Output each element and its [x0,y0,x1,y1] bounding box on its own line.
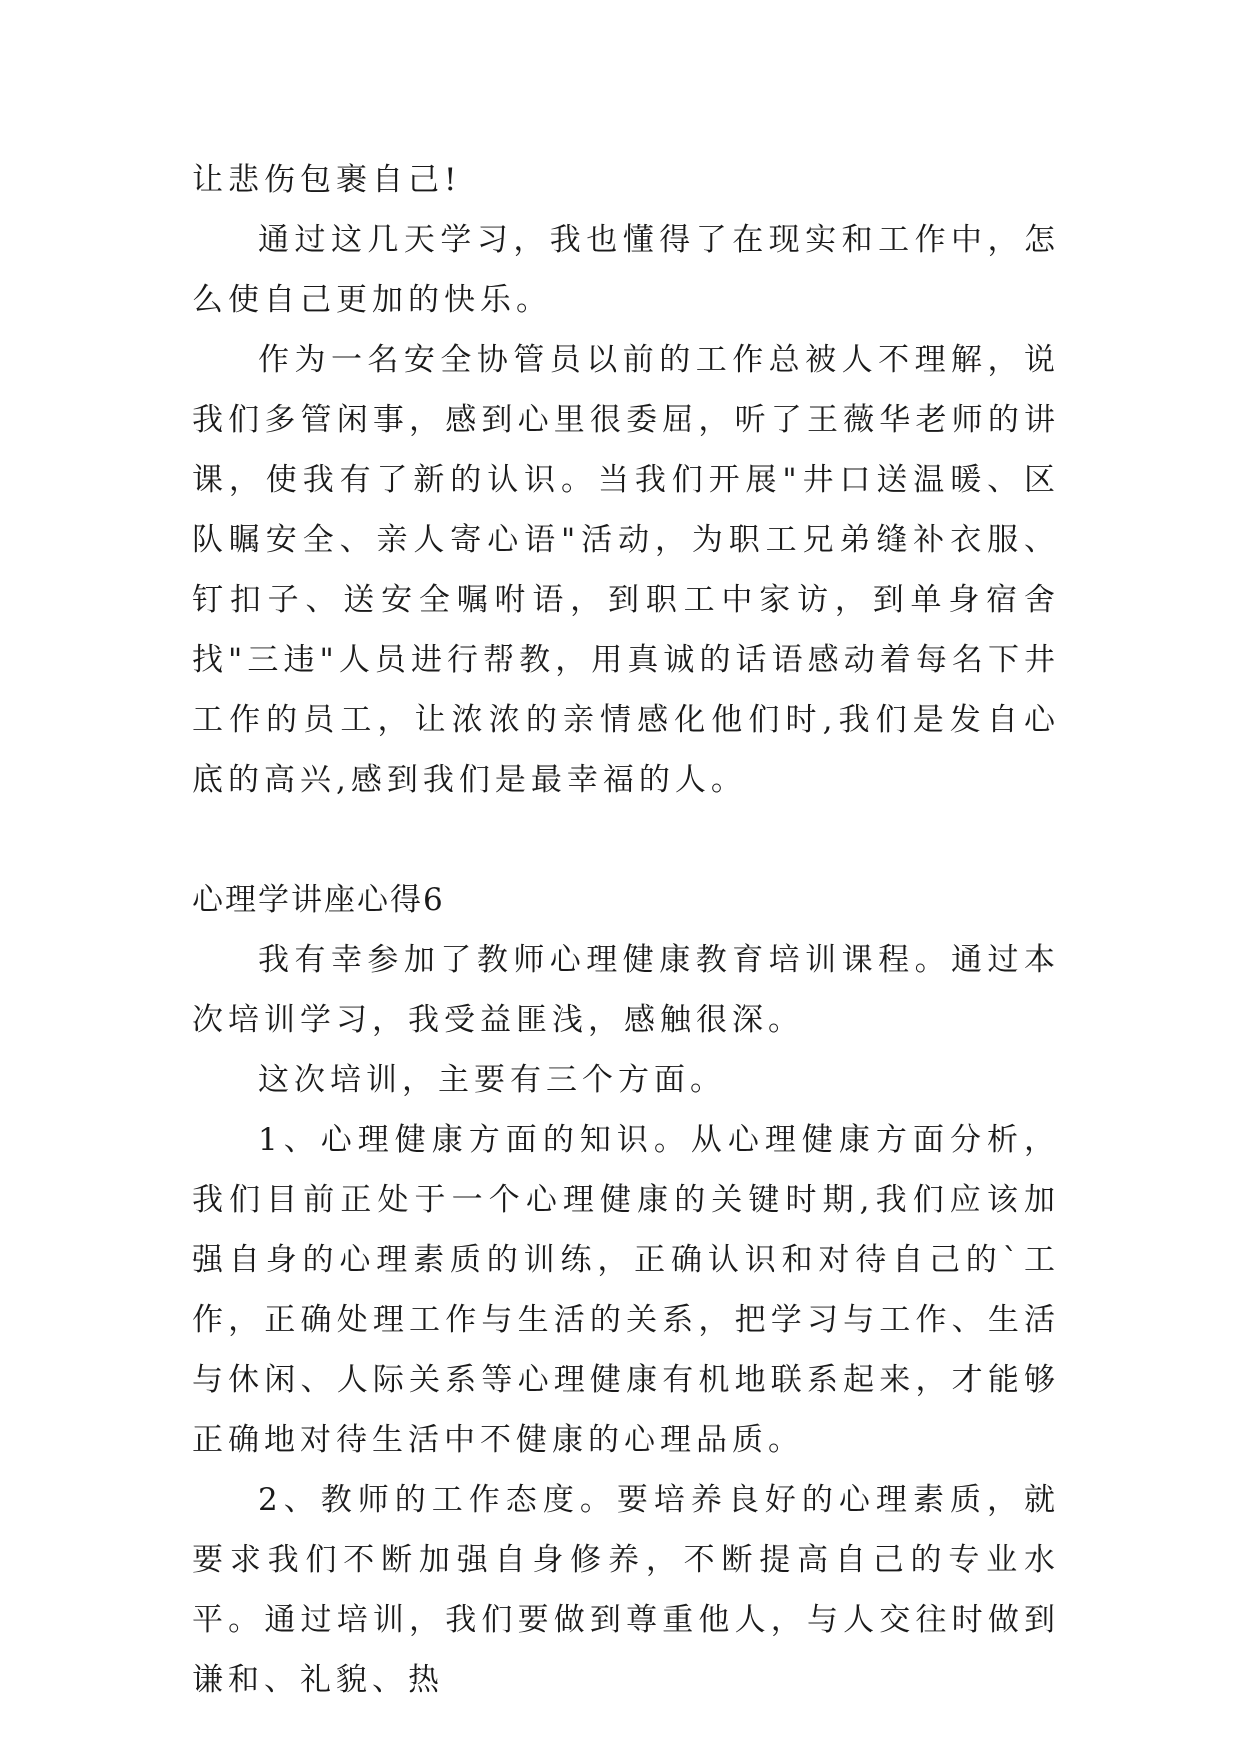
paragraph-study-reflection: 通过这几天学习，我也懂得了在现实和工作中，怎么使自己更加的快乐。 [192,222,1060,318]
section-title: 心理学讲座心得6 [192,882,445,918]
paragraph-point-1: 1、心理健康方面的知识。从心理健康方面分析，我们目前正处于一个心理健康的关键时期,我们应该加强自身的心理素质的训练，正确认识和对待自己的`工作，正确处理工作与生活的关系，把学习与工作、生活与休闲、人际关系等心理健康有机地联系起来，才能够正确地对待生活中不健康的心理品质。 [192,1122,1060,1458]
paragraph-point-2: 2、教师的工作态度。要培养良好的心理素质，就要求我们不断加强自身修养，不断提高自己的专业水平。通过培训，我们要做到尊重他人，与人交往时做到谦和、礼貌、热 [192,1482,1060,1698]
paragraph-training-intro: 我有幸参加了教师心理健康教育培训课程。通过本次培训学习，我受益匪浅，感触很深。 [192,942,1060,1038]
document-page [192,150,1060,1710]
paragraph-three-aspects: 这次培训，主要有三个方面。 [258,1062,726,1098]
paragraph-safety-coordinator: 作为一名安全协管员以前的工作总被人不理解，说我们多管闲事，感到心里很委屈，听了王薇华老师的讲课，使我有了新的认识。当我们开展"井口送温暖、区队瞩安全、亲人寄心语"活动，为职工兄弟缝补衣服、钉扣子、送安全嘱咐语，到职工中家访，到单身宿舍找"三违"人员进行帮教，用真诚的话语感动着每名下井工作的员工，让浓浓的亲情感化他们时,我们是发自心底的高兴,感到我们是最幸福的人。 [192,342,1060,798]
paragraph-continuation: 让悲伤包裹自己! [192,162,462,198]
